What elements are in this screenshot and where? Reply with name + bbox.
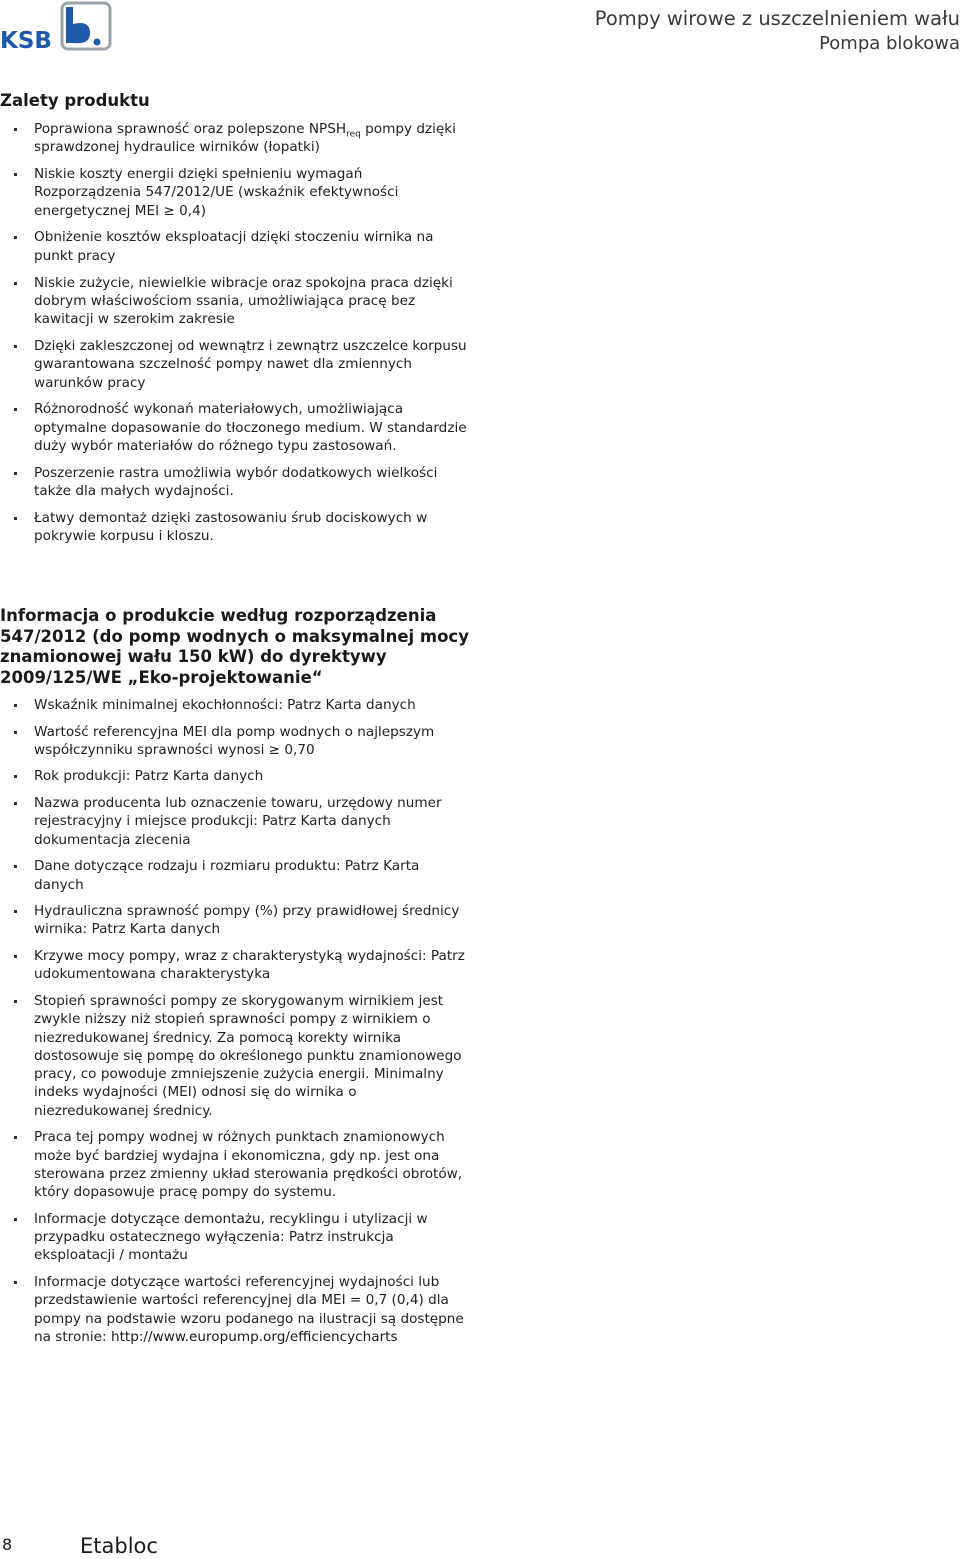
list-item: Dane dotyczące rodzaju i rozmiaru produktu: Patrz Karta danych xyxy=(0,857,470,894)
list-item: Obniżenie kosztów eksploatacji dzięki stoczeniu wirnika na punkt pracy xyxy=(0,228,470,265)
list-item: Niskie zużycie, niewielkie wibracje oraz spokojna praca dzięki dobrym właściwościom ssania, umożliwiająca pracę bez kawitacji w szerokim zakresie xyxy=(0,274,470,329)
list-item: Informacje dotyczące wartości referencyjnej wydajności lub przedstawienie wartości referencyjnej dla MEI = 0,7 (0,4) dla pompy na podstawie wzoru podanego na ilustracji są dostępne na stronie: http://www.europump.org/efficiencycharts xyxy=(0,1273,470,1346)
header-title: Pompy wirowe z uszczelnieniem wału xyxy=(594,7,960,30)
page-number: 8 xyxy=(2,1535,13,1554)
document-header xyxy=(595,6,960,56)
list-item: Poprawiona sprawność oraz polepszone $NPSH_{req}$ pompy dzięki sprawdzonej hydraulice wirników (łopatki) xyxy=(0,120,470,157)
list-item: Niskie koszty energii dzięki spełnieniu wymagań Rozporządzenia 547/2012/UE (wskaźnik efektywności energetycznej MEI ≥ 0,4) xyxy=(0,165,470,220)
list-item: Hydrauliczna sprawność pompy (%) przy prawidłowej średnicy wirnika: Patrz Karta danych xyxy=(0,902,470,939)
list-item: Wskaźnik minimalnej ekochłonności: Patrz Karta danych xyxy=(0,696,470,714)
advantages-list xyxy=(0,120,470,554)
list-item: Informacje dotyczące demontażu, recyklingu i utylizacji w przypadku ostatecznego wyłączenia: Patrz instrukcja eksploatacji / montażu xyxy=(0,1210,470,1265)
europump-link[interactable]: http://www.europump.org/efficiencycharts xyxy=(110,1328,398,1345)
list-item: Stopień sprawności pompy ze skorygowanym wirnikiem jest zwykle niższy niż stopień sprawności pompy z wirnikiem o niezredukowanej średnicy. Za pomocą korekty wirnika dostosowuje się pompę do określonego punktu znamionowego pracy, co powoduje zmniejszenie zużycia energii. Minimalny indeks wydajności (MEI) odnosi się do wirnika o niezredukowanej średnicy. xyxy=(0,992,470,1120)
list-item: Praca tej pompy wodnej w różnych punktach znamionowych może być bardziej wydajna i ekonomiczna, gdy np. jest ona sterowana przez zmienny układ sterowania prędkości obrotów, który dopasowuje pracę pompy do systemu. xyxy=(0,1128,470,1201)
product-name: Etabloc xyxy=(80,1534,158,1558)
list-item: Nazwa producenta lub oznaczenie towaru, urzędowy numer rejestracyjny i miejsce produkcji: Patrz Karta danych dokumentacja zlecenia xyxy=(0,794,470,849)
ksb-logo xyxy=(0,0,115,52)
advantages-heading: Zalety produktu xyxy=(0,91,150,110)
list-item: Dzięki zakleszczonej od wewnątrz i zewnątrz uszczelce korpusu gwarantowana szczelność pompy nawet dla zmiennych warunków pracy xyxy=(0,337,470,392)
header-subtitle: Pompa blokowa xyxy=(819,33,960,54)
list-item: Wartość referencyjna MEI dla pomp wodnych o najlepszym współczynniku sprawności wynosi ≥ 0,70 xyxy=(0,723,470,760)
info-heading: Informacja o produkcie według rozporządzenia 547/2012 (do pomp wodnych o maksymalnej mocy znamionowej wału 150 kW) do dyrektywy 2009/125/WE „Eko-projektowanie“ xyxy=(0,606,469,687)
list-item: Rok produkcji: Patrz Karta danych xyxy=(0,767,470,785)
list-item: Poszerzenie rastra umożliwia wybór dodatkowych wielkości także dla małych wydajności. xyxy=(0,464,470,501)
list-item: Łatwy demontaż dzięki zastosowaniu śrub dociskowych w pokrywie korpusu i kloszu. xyxy=(0,509,470,546)
info-list xyxy=(0,696,470,1354)
svg-text:KSB: KSB xyxy=(0,28,52,52)
list-item: Różnorodność wykonań materiałowych, umożliwiająca optymalne dopasowanie do tłoczonego medium. W standardzie duży wybór materiałów do różnego typu zastosowań. xyxy=(0,400,470,455)
list-item: Krzywe mocy pompy, wraz z charakterystyką wydajności: Patrz udokumentowana charakterystyka xyxy=(0,947,470,984)
